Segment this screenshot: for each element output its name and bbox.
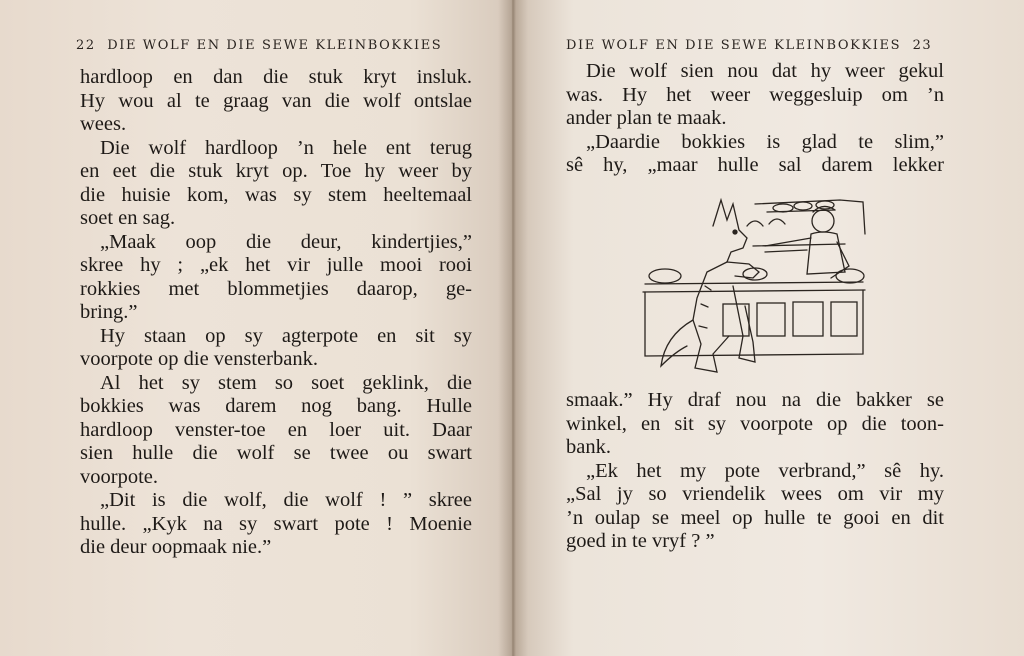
text-line: Al het sy stem so soet geklink, die	[100, 371, 472, 394]
left-running-head	[76, 38, 442, 53]
left-page-text	[80, 66, 472, 560]
text-line: ander plan te maak.	[566, 107, 727, 129]
text-line: was. Hy het weer weggesluip om ’n	[566, 83, 944, 106]
text-line: „Maak oop die deur, kindertjies,”	[100, 230, 472, 253]
text-line: Die wolf hardloop ’n hele ent terug	[100, 136, 472, 159]
text-line: skree hy ; „ek het vir julle mooi rooi	[80, 254, 472, 276]
right-page-text-bottom	[566, 389, 944, 554]
left-page-number: 22	[76, 38, 96, 53]
text-line: bring.”	[80, 301, 138, 323]
text-line: „Sal jy so vriendelik wees om vir my	[566, 483, 944, 505]
left-running-title: DIE WOLF EN DIE SEWE KLEINBOKKIES	[107, 38, 443, 53]
wolf-at-bakery-illustration	[635, 186, 870, 381]
text-line: Hy wou al te graag van die wolf ontslae	[80, 89, 472, 112]
text-line: soet en sag.	[80, 207, 176, 229]
text-line: sê hy, „maar hulle sal darem lekker	[566, 154, 944, 176]
text-line: sien hulle die wolf se twee ou swart	[80, 442, 472, 464]
text-line: goed in te vryf ? ”	[566, 530, 715, 552]
text-line: die deur oopmaak nie.”	[80, 536, 272, 558]
text-line: „Daardie bokkies is glad te slim,”	[586, 130, 944, 153]
text-line: „Ek het my pote verbrand,” sê hy.	[586, 459, 944, 482]
text-line: bank.	[566, 436, 611, 458]
text-line: rokkies met blommetjies daarop, ge-	[80, 277, 472, 300]
text-line: wees.	[80, 113, 127, 135]
right-page-number: 23	[912, 38, 933, 53]
text-line: bokkies was darem nog bang. Hulle	[80, 395, 472, 417]
text-line: ’n oulap se meel op hulle te gooi en dit	[566, 506, 944, 529]
text-line: „Dit is die wolf, die wolf ! ” skree	[100, 489, 472, 511]
text-line: Hy staan op sy agterpote en sit sy	[100, 324, 472, 347]
text-line: voorpote op die vensterbank.	[80, 348, 318, 370]
text-line: hardloop venster-toe en loer uit. Daar	[80, 418, 472, 441]
text-line: smaak.” Hy draf nou na die bakker se	[566, 389, 944, 411]
right-page-text-top	[566, 60, 944, 178]
text-line: hardloop en dan die stuk kryt insluk.	[80, 66, 472, 88]
text-line: en eet die stuk kryt op. Toe hy weer by	[80, 160, 472, 182]
text-line: hulle. „Kyk na sy swart pote ! Moenie	[80, 512, 472, 535]
text-line: die huisie kom, was sy stem heeltemaal	[80, 183, 472, 206]
text-line: Die wolf sien nou dat hy weer gekul	[586, 60, 944, 82]
book-gutter	[498, 0, 528, 656]
right-running-head	[566, 38, 932, 53]
right-running-title: DIE WOLF EN DIE SEWE KLEINBOKKIES	[566, 38, 902, 53]
text-line: voorpote.	[80, 465, 158, 488]
text-line: winkel, en sit sy voorpote op die toon-	[566, 412, 944, 435]
